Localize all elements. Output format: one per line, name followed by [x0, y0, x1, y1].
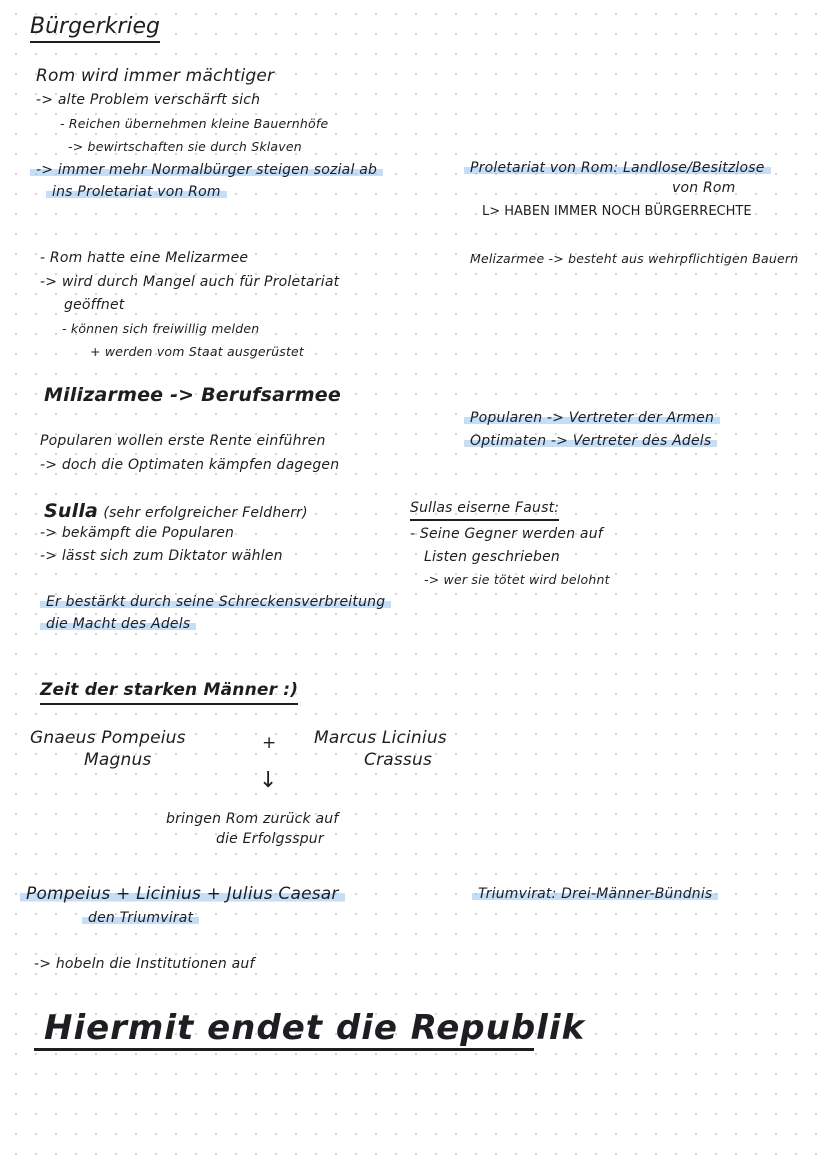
side-sulla-lists: Listen geschrieben	[424, 549, 561, 565]
sulla-name: Sulla	[44, 500, 99, 522]
final-statement: Hiermit endet die Republik	[44, 1008, 586, 1048]
final-underline	[34, 1048, 534, 1051]
note-sulla-dictator: -> lässt sich zum Diktator wählen	[40, 548, 283, 564]
note-success-track: bringen Rom zurück auf	[166, 811, 339, 827]
note-social-descent: -> immer mehr Normalbürger steigen sozial ab	[30, 162, 383, 178]
side-proletariat-rome: von Rom	[672, 180, 736, 196]
plus-sign: +	[262, 733, 277, 753]
name-pompeius: Gnaeus Pompeius	[30, 728, 186, 748]
note-militia: - Rom hatte eine Melizarmee	[40, 250, 249, 266]
sulla-heading	[44, 500, 308, 522]
page-title: Bürgerkrieg	[30, 14, 160, 43]
heading-strong-men: Zeit der starken Männer :)	[40, 680, 298, 705]
note-success-track-2: die Erfolgsspur	[216, 831, 324, 847]
note-opened: geöffnet	[64, 297, 125, 313]
side-sulla-reward: -> wer sie tötet wird belohnt	[424, 572, 610, 587]
note-rome-powerful: Rom wird immer mächtiger	[36, 66, 275, 86]
side-popularen: Popularen -> Vertreter der Armen	[464, 410, 720, 426]
name-crassus: Crassus	[364, 750, 433, 770]
note-equipped: + werden vom Staat ausgerüstet	[90, 344, 305, 359]
note-slaves: -> bewirtschaften sie durch Sklaven	[68, 139, 302, 154]
note-sulla-fights: -> bekämpft die Popularen	[40, 525, 235, 541]
side-proletariat-definition: Proletariat von Rom: Landlose/Besitzlose	[464, 160, 771, 176]
side-sulla-title: Sullas eiserne Faust:	[410, 500, 559, 521]
side-optimaten: Optimaten -> Vertreter des Adels	[464, 433, 717, 449]
heading-milizarmee: Milizarmee -> Berufsarmee	[44, 384, 341, 406]
note-triumvirate-members: Pompeius + Licinius + Julius Caesar	[20, 884, 345, 904]
side-triumvirate-definition: Triumvirat: Drei-Männer-Bündnis	[472, 886, 718, 902]
note-triumvirate: den Triumvirat	[82, 910, 199, 926]
note-institutions: -> hobeln die Institutionen auf	[34, 956, 255, 972]
name-magnus: Magnus	[84, 750, 152, 770]
note-proletariat: ins Proletariat von Rom	[46, 184, 227, 200]
note-sulla-terror: Er bestärkt durch seine Schreckensverbreitung	[40, 594, 391, 610]
name-licinius: Marcus Licinius	[314, 728, 447, 748]
note-old-problem: -> alte Problem verschärft sich	[36, 92, 261, 108]
side-sulla-opponents: - Seine Gegner werden auf	[410, 526, 603, 542]
note-sulla-nobility: die Macht des Adels	[40, 616, 196, 632]
note-popularen-pension: Popularen wollen erste Rente einführen	[40, 433, 326, 449]
sulla-desc: (sehr erfolgreicher Feldherr)	[103, 505, 308, 521]
note-volunteer: - können sich freiwillig melden	[62, 321, 260, 336]
note-rich-farms: - Reichen übernehmen kleine Bauernhöfe	[60, 116, 329, 131]
note-opened-for-proletariat: -> wird durch Mangel auch für Proletariat	[40, 274, 340, 290]
side-militia-definition: Melizarmee -> besteht aus wehrpflichtigen Bauern	[470, 251, 799, 266]
note-optimaten-fight: -> doch die Optimaten kämpfen dagegen	[40, 457, 340, 473]
down-arrow-icon: ↓	[259, 768, 278, 793]
side-citizen-rights: L> HABEN IMMER NOCH BÜRGERRECHTE	[482, 204, 752, 219]
